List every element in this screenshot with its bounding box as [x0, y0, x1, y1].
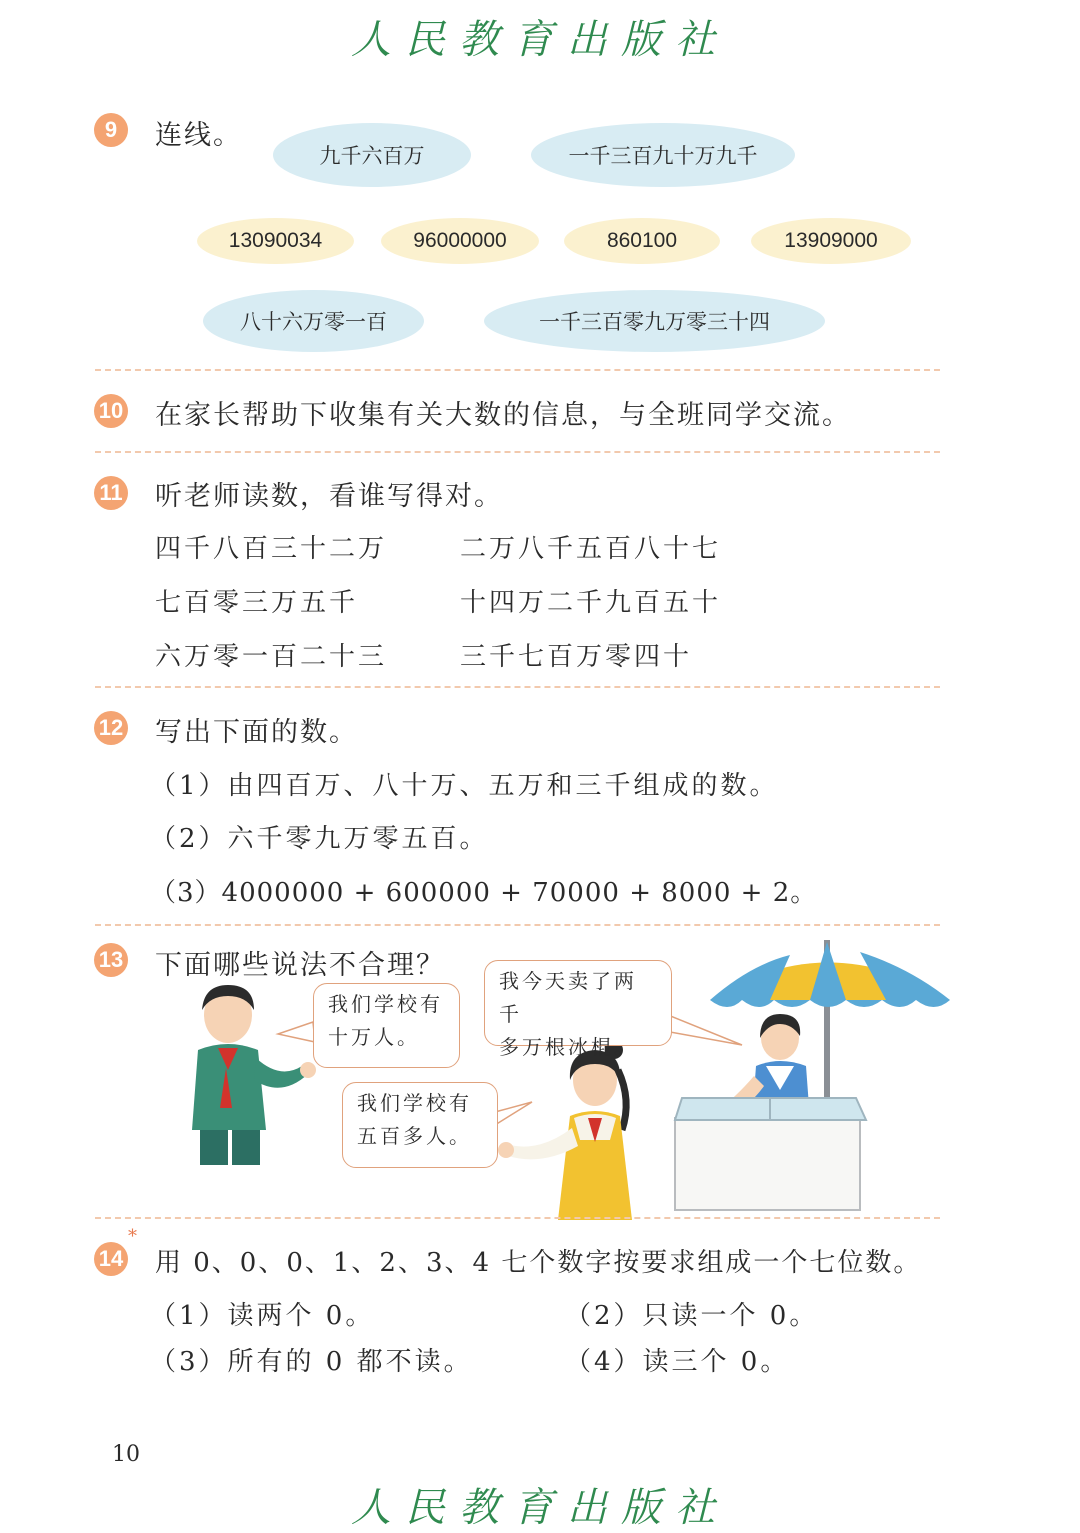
bubble-vendor-line-1: 我今天卖了两千 — [499, 969, 637, 1026]
optional-star: * — [128, 1226, 137, 1247]
dictation-right-1: 二万八千五百八十七 — [460, 534, 722, 564]
match-oval-top-1[interactable]: 九千六百万 — [273, 123, 471, 187]
question-number-14: 14 — [94, 1242, 128, 1276]
match-number-3[interactable]: 860100 — [564, 218, 720, 264]
dictation-left-1: 四千八百三十二万 — [155, 534, 388, 564]
question-14-text: 用 0、0、0、1、2、3、4 七个数字按要求组成一个七位数。 — [155, 1248, 922, 1278]
divider — [95, 369, 940, 371]
divider — [95, 686, 940, 688]
bubble-vendor-line-2: 多万根冰棍。 — [499, 1035, 637, 1059]
dictation-right-2: 十四万二千九百五十 — [460, 588, 722, 618]
divider — [95, 924, 940, 926]
q14-item-1: （1）读两个 0。 — [150, 1301, 375, 1331]
match-oval-bottom-1[interactable]: 八十六万零一百 — [203, 290, 424, 352]
dictation-right-3: 三千七百万零四十 — [460, 642, 693, 672]
speech-bubble-girl — [342, 1082, 498, 1168]
q12-item-3: （3）4000000 + 600000 + 70000 + 8000 + 2。 — [150, 878, 818, 908]
dictation-left-2: 七百零三万五千 — [155, 588, 359, 618]
question-number-13: 13 — [94, 943, 128, 977]
bubble-tail — [495, 1102, 532, 1125]
question-number-10: 10 — [94, 394, 128, 428]
question-12-text: 写出下面的数。 — [155, 717, 358, 748]
freezer-cart — [675, 1098, 866, 1210]
page-number: 10 — [112, 1442, 140, 1467]
divider — [95, 451, 940, 453]
divider — [95, 1217, 940, 1219]
bubble-girl-line-2: 五百多人。 — [357, 1124, 472, 1148]
question-9-text: 连线。 — [155, 120, 242, 151]
boy-figure — [192, 985, 316, 1165]
bubble-boy-line-1: 我们学校有 — [328, 992, 443, 1016]
q14-item-2: （2）只读一个 0。 — [565, 1301, 819, 1331]
dictation-left-3: 六万零一百二十三 — [155, 642, 388, 672]
question-10-text: 在家长帮助下收集有关大数的信息，与全班同学交流。 — [155, 400, 851, 431]
question-13-text: 下面哪些说法不合理？ — [155, 950, 445, 981]
match-number-1[interactable]: 13090034 — [197, 218, 354, 264]
speech-bubble-vendor — [484, 960, 672, 1059]
match-number-2[interactable]: 96000000 — [381, 218, 539, 264]
bubble-boy-line-2: 十万人。 — [328, 1025, 420, 1049]
publisher-header: 人民教育出版社 — [351, 17, 729, 63]
bubble-tail — [278, 1022, 315, 1042]
q12-item-1: （1）由四百万、八十万、五万和三千组成的数。 — [150, 771, 779, 801]
question-11-text: 听老师读数，看谁写得对。 — [155, 481, 503, 512]
match-number-4[interactable]: 13909000 — [751, 218, 911, 264]
match-oval-bottom-2[interactable]: 一千三百零九万零三十四 — [484, 290, 825, 352]
bubble-girl-line-1: 我们学校有 — [357, 1091, 472, 1115]
q12-item-2: （2）六千零九万零五百。 — [150, 824, 489, 854]
match-oval-top-2[interactable]: 一千三百九十万九千 — [531, 123, 795, 187]
speech-bubble-boy — [313, 983, 460, 1068]
publisher-footer: 人民教育出版社 — [351, 1485, 729, 1531]
q14-item-3: （3）所有的 0 都不读。 — [150, 1347, 473, 1377]
girl-figure — [498, 1041, 632, 1220]
bubble-tail — [668, 1015, 742, 1045]
question-number-12: 12 — [94, 711, 128, 745]
q14-item-4: （4）读三个 0。 — [565, 1347, 790, 1377]
question-number-11: 11 — [94, 476, 128, 510]
question-number-9: 9 — [94, 113, 128, 147]
